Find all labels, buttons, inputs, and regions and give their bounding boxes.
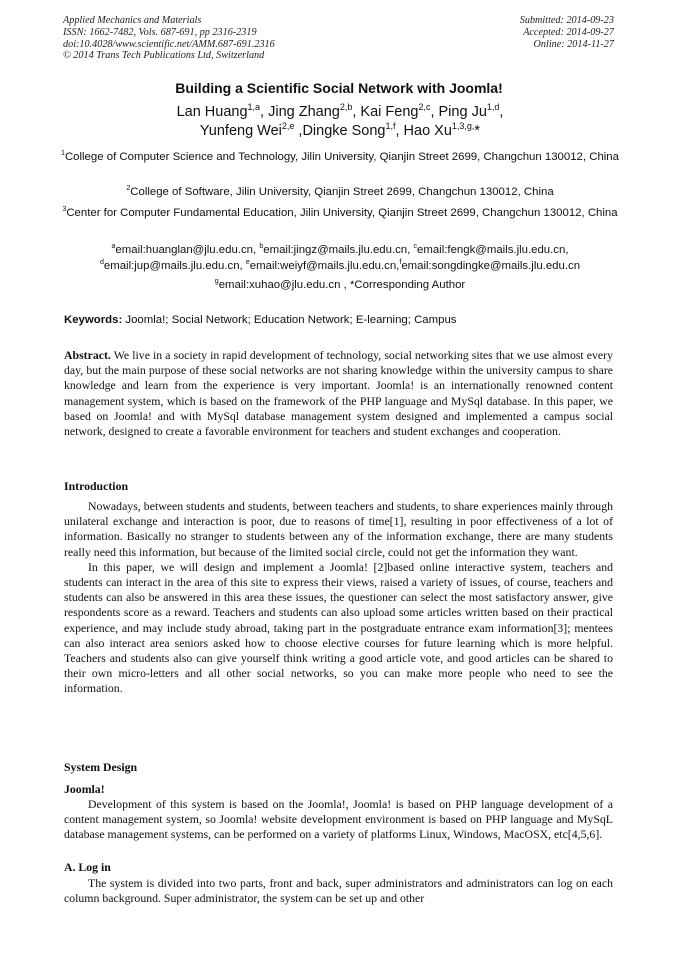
author: Kai Feng [360, 104, 419, 120]
author-sup: 1,3,g, [451, 121, 475, 132]
email: email:fengk@mails.jlu.edu.cn, [417, 244, 569, 256]
affiliation-text: College of Software, Jilin University, Qianjin Street 2699, Changchun 130012, China [130, 186, 554, 198]
affiliation-sup: 1 [61, 150, 65, 158]
email-sup: e [245, 259, 250, 267]
paper-title: Building a Scientific Social Network with Joomla! [175, 80, 503, 96]
email: email:huanglan@jlu.edu.cn, [115, 244, 260, 256]
affiliation-text: Center for Computer Fundamental Education, Jilin University, Qianjin Street 2699, Changchun 130012, China [66, 207, 618, 219]
affiliation-2 [60, 185, 620, 200]
author: Ping Ju [438, 104, 487, 120]
submitted-date: Submitted: 2014-09-23 [519, 15, 614, 26]
email: email:jup@mails.jlu.edu.cn, [103, 260, 246, 272]
author-sup: 2,b [339, 102, 353, 113]
author-sup: 1,d [486, 102, 500, 113]
email-list [50, 242, 630, 274]
affiliation-1 [60, 150, 620, 165]
email-sup: f [399, 259, 402, 267]
affiliation-sup: 2 [126, 185, 131, 193]
corresponding-mark: * [474, 123, 481, 139]
login-body [64, 876, 613, 906]
abstract-text: We live in a society in rapid development of technology, social networking sites that we use almost every day, but the main purpose of these social networks are not sharing knowledge within the university campus to share knowledge and learn from the experience is very important. Joomla! is an internationally renowned content management system, which is based on the framework of the PHP language and MySql database. In this paper, we based on Joomla! and with MySql database management system designed and implemented a campus social network, designed to create a favorable environment for teachers and student exchanges and cooperation. [64, 348, 613, 439]
online-date: Online: 2014-11-27 [533, 38, 614, 50]
email: email:xuhao@jlu.edu.cn , *Corresponding Author [218, 279, 466, 291]
paragraph: In this paper, we will design and implement a Joomla! [2]based online interactive system, teachers and students can interact in the area of this site to express their views, raised a variety of issues, of course, teachers and students can also be answered in this area these issues, the questioner can select the most satisfactory answer, give respondents score as a reward. Teachers and students can also upload some articles written based on their practical experience, and may include study abroad, taking part in the postgraduate entrance exam information[3]; mentees can also interact area seniors asked how to choose elective courses for future learning which is more helpful. Teachers and students also can give yourself think writing a good article vote, and good articles can be shared to their own micro-letters and all other social networks, so you can make more people who need to see the information. [64, 559, 613, 696]
journal-header [63, 15, 275, 62]
subsection-heading-login: A. Log in [64, 860, 111, 874]
journal-name: Applied Mechanics and Materials [63, 15, 202, 26]
email-sup: b [259, 243, 264, 251]
author: Jing Zhang [268, 104, 340, 120]
email: email:jingz@mails.jlu.edu.cn, [263, 244, 414, 256]
section-heading-introduction: Introduction [64, 479, 129, 493]
author: Hao Xu [403, 123, 452, 139]
author-sup: 2,c [418, 102, 431, 113]
keywords-text: Joomla!; Social Network; Education Network; E-learning; Campus [122, 314, 457, 326]
affiliation-3 [60, 206, 620, 221]
email-sup: c [413, 243, 418, 251]
author: Dingke Song [302, 123, 386, 139]
affiliation-sup: 3 [62, 206, 67, 214]
doi: doi:10.4028/www.scientific.net/AMM.687-691.2316 [63, 38, 275, 50]
author-sup: 2,e [281, 121, 295, 132]
paragraph: The system is divided into two parts, front and back, super administrators and administrators can log on each column background. Super administrator, the system can be set up and other [64, 876, 613, 906]
affiliation-text: College of Computer Science and Technology, Jilin University, Qianjin Street 2699, Changchun 130012, China [64, 151, 619, 163]
email-sup: d [99, 259, 104, 267]
email-sup: a [111, 243, 116, 251]
author: Yunfeng Wei [199, 123, 282, 139]
email-sup: g [214, 278, 219, 286]
abstract [64, 348, 613, 439]
email-line-3 [50, 277, 630, 293]
keywords [64, 313, 624, 328]
issn: ISSN: 1662-7482, Vols. 687-691, pp 2316-2319 [63, 26, 257, 38]
joomla-body [64, 797, 613, 843]
author-list: Lan Huang$^{1,a}$, Jing Zhang$^{2,b}$, Kai Feng$^{2,c}$, Ping Ju$^{1,d}$, Yunfeng Wei$^{2,e}$ ,Dingke Song$^{1,f}$, Hao $Xu^{1,3,g,}*$ [176, 102, 504, 139]
email: email:weiyf@mails.jlu.edu.cn, [249, 260, 400, 272]
keywords-label: Keywords: [64, 314, 123, 326]
copyright: © 2014 Trans Tech Publications Ltd, Switzerland [63, 50, 265, 62]
author: Lan Huang [176, 104, 248, 120]
abstract-label: Abstract. [64, 348, 111, 362]
author-sup: 1,a [247, 102, 261, 113]
paragraph: Development of this system is based on the Joomla!, Joomla! is based on PHP language development of a content management system, so Joomla! website development environment is based on PHP language and MySqL database management systems, can be performed on a variety of platforms Linux, Windows, MacOSX, etc[4,5,6]. [64, 797, 613, 842]
introduction-body [64, 499, 613, 697]
dates-header [520, 15, 614, 50]
section-heading-system-design: System Design [64, 760, 138, 774]
subsection-heading-joomla: Joomla! [64, 782, 105, 796]
author-sup: 1,f [385, 121, 396, 132]
paragraph: Nowadays, between students and students, between teachers and students, to share experiences mainly through unilateral exchange and interaction is poor, due to reasons of time[1], resulting in poor effectiveness of a lot of information. Basically no stranger to students between any of the information exchange, there are many students really need this information, but because of the limited social circle, could not get the information they want. [64, 499, 613, 559]
email: email:songdingke@mails.jlu.edu.cn [401, 260, 581, 272]
accepted-date: Accepted: 2014-09-27 [523, 26, 614, 38]
